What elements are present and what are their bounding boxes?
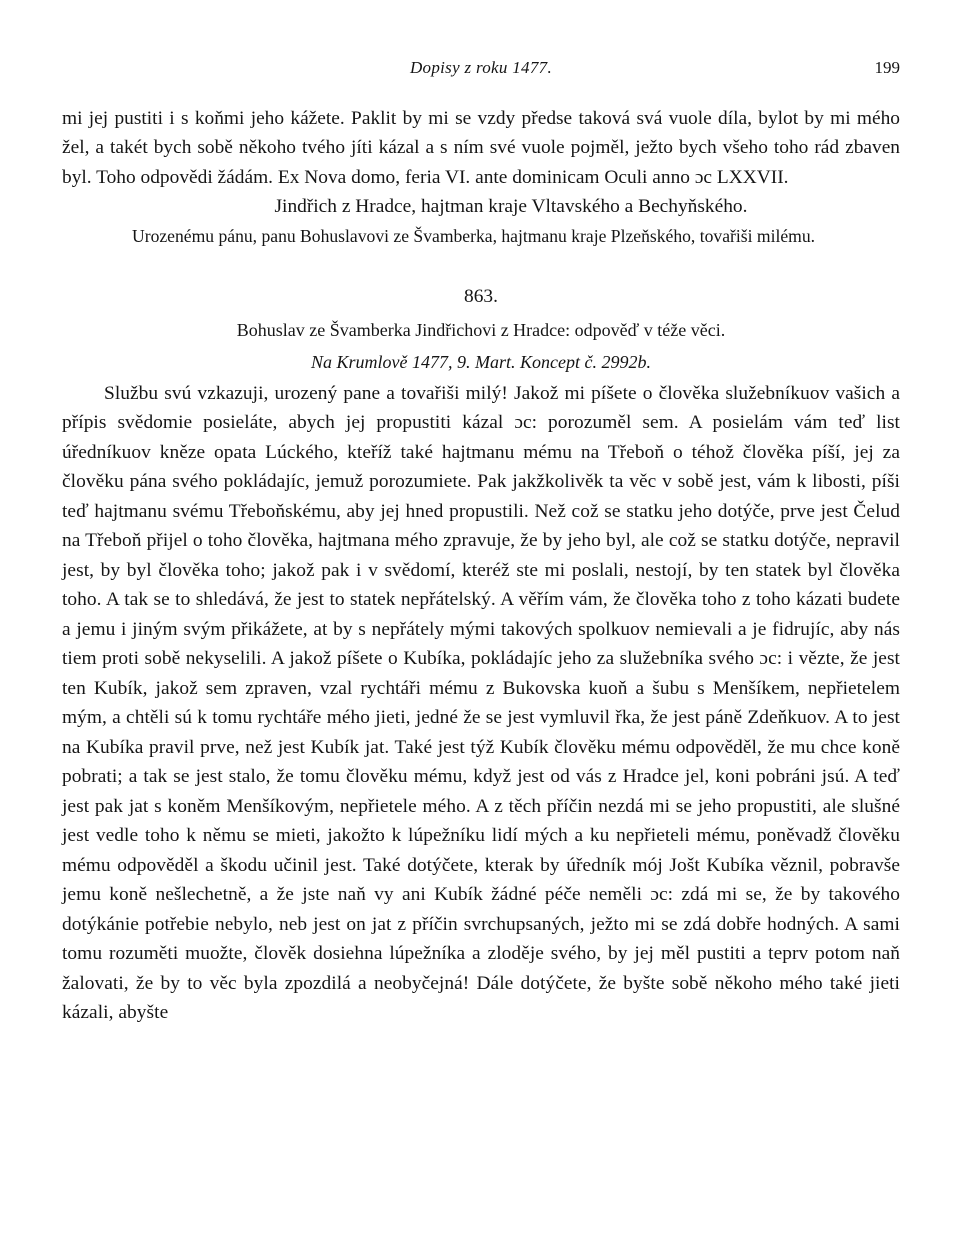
letter-number: 863.	[464, 285, 498, 307]
letter-source: Na Krumlově 1477, 9. Mart. Koncept č. 2992b.	[311, 351, 651, 372]
letter-body: Službu svú vzkazuji, urozený pane a tovařiši milý! Jakož mi píšete o člověka služebníkuov vašich a přípis svědomie posieláte, abych jej propustiti kázal ɔc: porozuměl sem. A posielám vám teď list úředníkuov kněze opata Lúckého, kteříž také hajtmanu mému na Třeboň o téhož člověka píší, jej za člověku pána svého pokládajíc, jemuž porozumiete. Pak jakžkolivěk ta věc v sobě jest, vám k libosti, píši teď hajtmanu svému Třeboňskému, aby jej hned propustili. Než což se statku jeho dotýče, prve jest Čelud na Třeboň přijel o toho člověka, hajtmana mého zpravuje, že by jeho byl, ale což se statku dotýče, nepravil jest, by byl člověka toho; jakož pak i v svědomí, kteréž ste mi poslali, nestojí, by ten statek byl člověka toho. A tak se to shledává, že jest to statek nepřátelský. A věřím vám, že člověka toho z toho kázati budete a jemu i jiným svým přikážete, at by s nepřátely mými takových spolkuov nemievali a je fidrujíc, aby nás tiem proti sobě nekyselili. A jakož píšete o Kubíka, pokládajíc jeho za služebníka svého ɔc: i vězte, že jest ten Kubík, jakož sem zpraven, vzal rychtáři mému z Bukovska kuoň a šubu s Menšíkem, nepřietelem mým, a chtěli sú k tomu rychtáře mého jieti, jedné že se jest vymluvil řka, že jest páně Zdeňkuov. A to jest na Kubíka pravil prve, než jest Kubík jat. Také jest týž Kubík člověku mému odpověděl, že mu chce koně pobrati; a tak se jest stalo, že tomu člověku mému, když jest od vás z Hradce jel, koni pobráni jsú. A teď jest pak jat s koněm Menšíkovým, nepřietele mého. A z těch příčin nezdá mi se jeho propustiti, ale slušné jest vedle toho k němu se mieti, jakožto k lúpežníku lidí mých a ku nepřieteli mému, poněvadž člověku mému odpověděl a škodu učinil jest. Také dotýčete, kterak by úředník mój Jošt Kubíka věznil, pobravše jemu koně nešlechetně, a že jste naň vy ani Kubík žádné péče neměli ɔc: zdá mi se, že by takového dotýkánie potřebie nebylo, neb jest on jat z příčin svrchupsaných, ježto mi se zdá dobře hodných. A sami tomu rozuměti muožte, člověk dosiehna lúpežníka a zloděje svého, by jej měl pustiti a teprv potom naň žalovati, že by to věc byla zpozdilá a neobyčejná! Dále dotýčete, že byšte sobě někoho mého také jieti kázali, abyšte	[62, 382, 900, 1024]
page-header	[62, 58, 900, 84]
running-title: Dopisy z roku 1477.	[409, 58, 552, 77]
signature: Jindřich z Hradce, hajtman kraje Vltavského a Bechyňského.	[274, 196, 748, 218]
page-number: 199	[874, 58, 900, 77]
document-page	[62, 58, 900, 1028]
previous-letter-closing: mi jej pustiti i s koňmi jeho kážete. Paklit by mi se vzdy předse taková svá vuole díla, bylot by mi mého žel, a takét bych sobě někoho tvého jíti kázal a s ním své vuole pojměl, ježto bych všeho toho rád zbaven byl. Toho odpovědi žádám. Ex Nova domo, feria VI. ante dominicam Oculi anno ɔc LXXVII.	[62, 108, 900, 188]
letter-summary: Bohuslav ze Švamberka Jindřichovi z Hradce: odpověď v téže věci.	[236, 319, 726, 340]
letter-address: Urozenému pánu, panu Bohuslavovi ze Švamberka, hajtmanu kraje Plzeňského, tovařiši milému.	[132, 225, 816, 246]
